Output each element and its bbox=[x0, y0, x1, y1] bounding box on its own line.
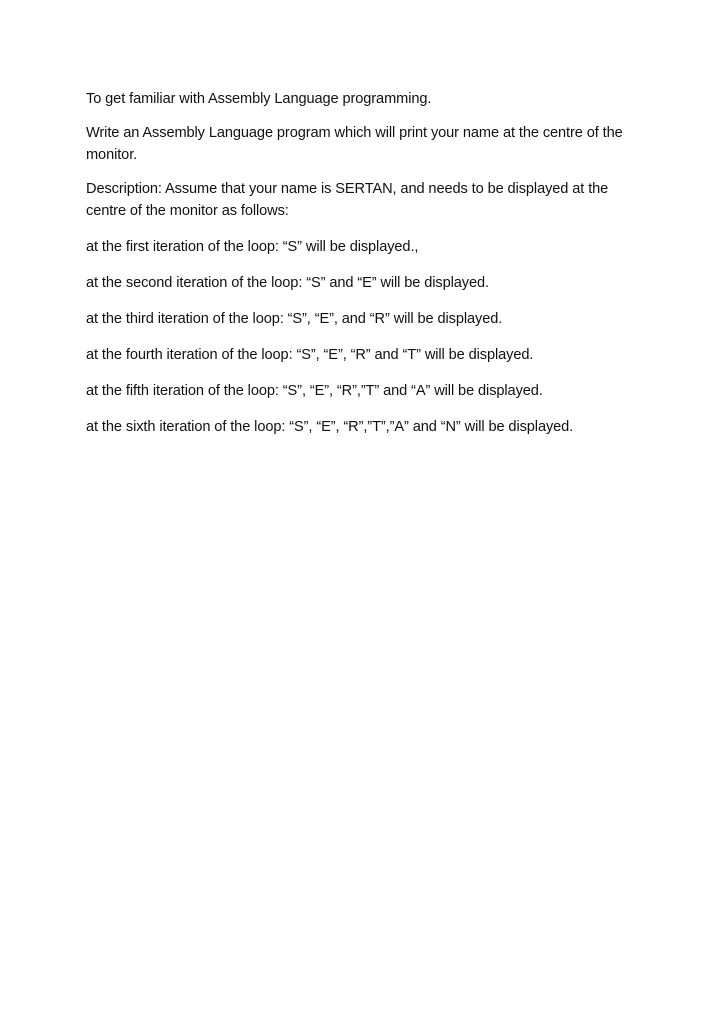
iteration-1-text: at the first iteration of the loop: “S” will be displayed., bbox=[86, 239, 419, 255]
iteration-2-text: at the second iteration of the loop: “S” and “E” will be displayed. bbox=[86, 275, 489, 291]
iteration-4-text: at the fourth iteration of the loop: “S”, “E”, “R” and “T” will be displayed. bbox=[86, 347, 534, 363]
description-text: Description: Assume that your name is SERTAN, and needs to be displayed at the centre of the monitor as follows: bbox=[86, 181, 609, 219]
document-body bbox=[86, 88, 646, 438]
objective-text: To get familiar with Assembly Language programming. bbox=[86, 91, 432, 107]
iteration-6-text: at the sixth iteration of the loop: “S”, “E”, “R”,”T”,”A” and “N” will be displayed. bbox=[86, 419, 574, 435]
iteration-5-text: at the fifth iteration of the loop: “S”, “E”, “R”,”T” and “A” will be displayed. bbox=[86, 383, 543, 399]
task-text: Write an Assembly Language program which will print your name at the centre of the monitor. bbox=[86, 125, 623, 163]
iteration-3-text: at the third iteration of the loop: “S”, “E”, and “R” will be displayed. bbox=[86, 311, 503, 327]
